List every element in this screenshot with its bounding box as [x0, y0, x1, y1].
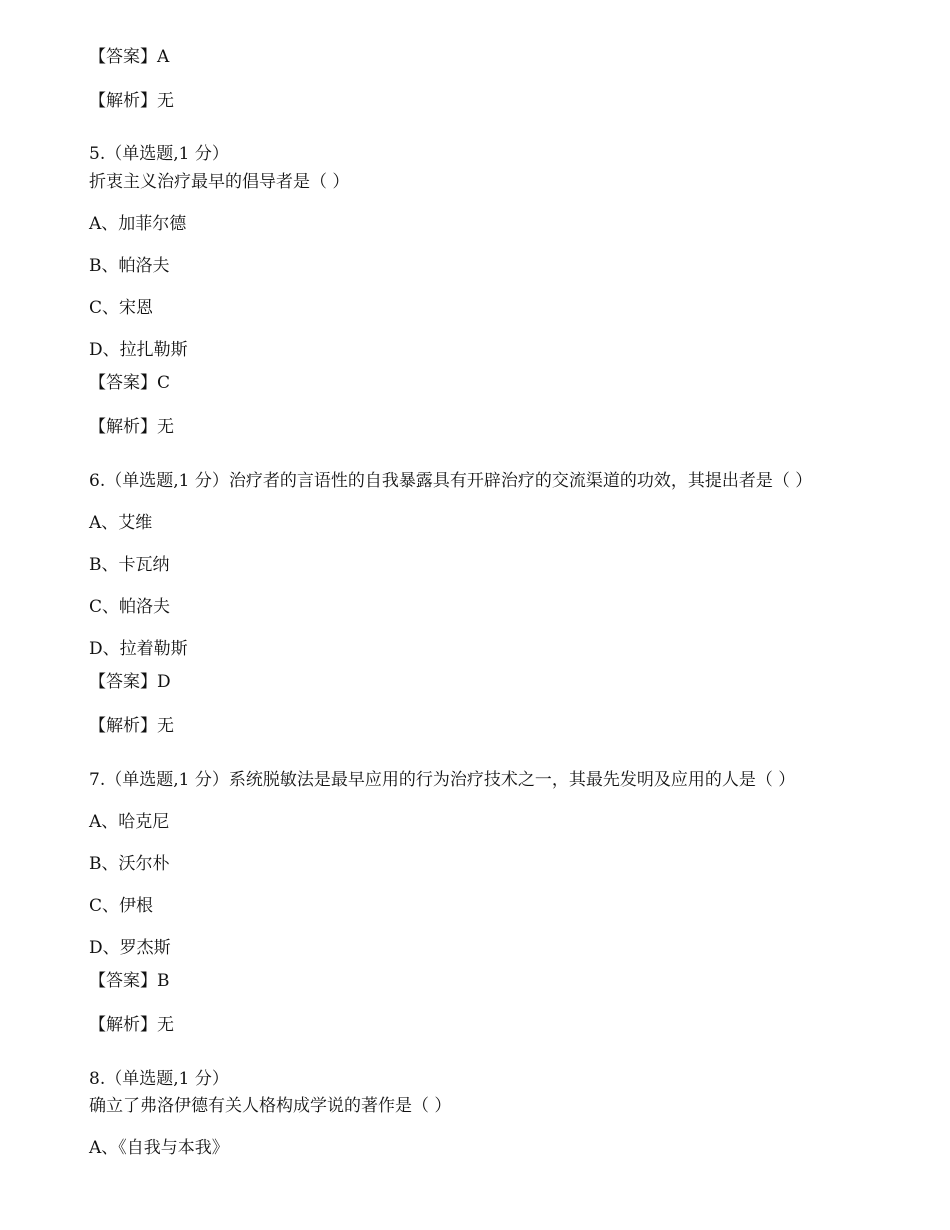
- analysis-label: 【解析】无: [89, 716, 174, 736]
- answer-label: 【答案】D: [89, 672, 171, 692]
- question-header: 5.（单选题,1 分）: [89, 144, 229, 164]
- option-c: C、帕洛夫: [89, 597, 171, 617]
- question-header: 8.（单选题,1 分）: [89, 1069, 229, 1089]
- question-stem: 确立了弗洛伊德有关人格构成学说的著作是（ ）: [89, 1096, 452, 1116]
- option-d: D、拉着勒斯: [89, 639, 188, 659]
- option-a: A、哈克尼: [89, 812, 170, 832]
- analysis-label: 【解析】无: [89, 417, 174, 437]
- option-b: B、沃尔朴: [89, 854, 170, 874]
- analysis-label: 【解析】无: [89, 1015, 174, 1035]
- question-stem: 折衷主义治疗最早的倡导者是（ ）: [89, 172, 350, 192]
- answer-label: 【答案】A: [89, 47, 170, 67]
- option-a: A、《自我与本我》: [89, 1138, 229, 1158]
- option-d: D、罗杰斯: [89, 938, 171, 958]
- answer-label: 【答案】C: [89, 373, 171, 393]
- answer-label: 【答案】B: [89, 971, 170, 991]
- option-c: C、宋恩: [89, 298, 154, 318]
- question-header: 6.（单选题,1 分）治疗者的言语性的自我暴露具有开辟治疗的交流渠道的功效，其提出者是（ ）: [89, 471, 813, 491]
- option-d: D、拉扎勒斯: [89, 340, 188, 360]
- analysis-label: 【解析】无: [89, 91, 174, 111]
- option-b: B、帕洛夫: [89, 256, 170, 276]
- option-a: A、加菲尔德: [89, 214, 187, 234]
- option-a: A、艾维: [89, 513, 153, 533]
- question-header: 7.（单选题,1 分）系统脱敏法是最早应用的行为治疗技术之一，其最先发明及应用的人是（ ）: [89, 770, 796, 790]
- option-b: B、卡瓦纳: [89, 555, 170, 575]
- option-c: C、伊根: [89, 896, 154, 916]
